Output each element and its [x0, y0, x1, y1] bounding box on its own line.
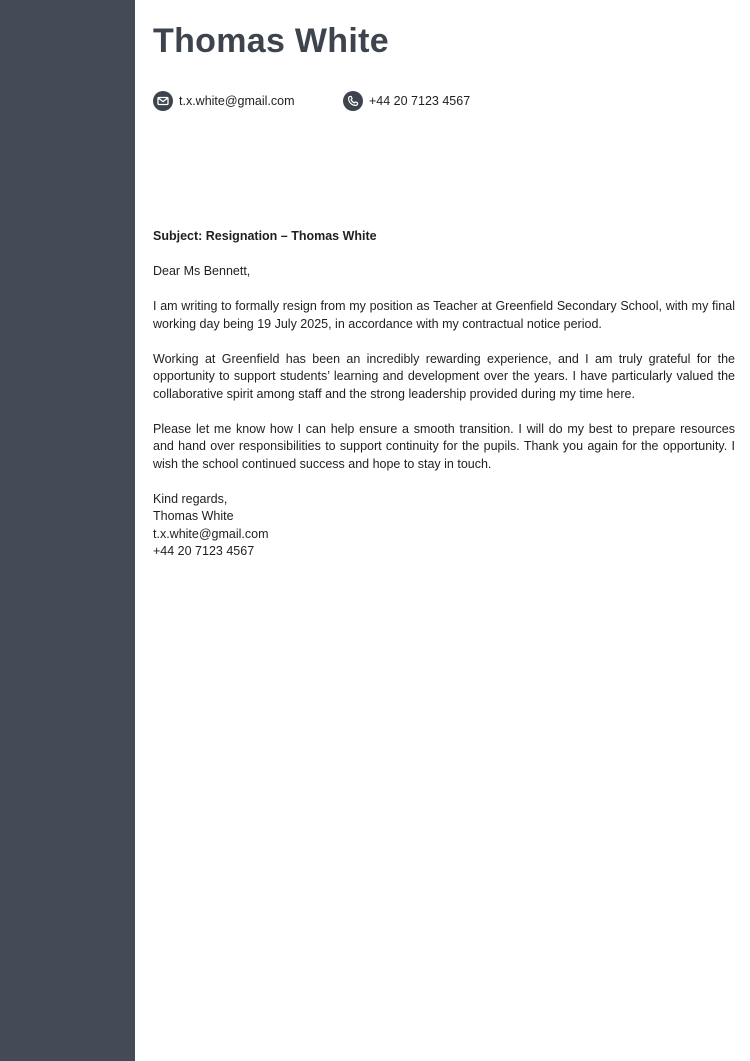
signature-phone: +44 20 7123 4567 [153, 544, 255, 558]
letter-closing: Kind regards, [153, 491, 228, 506]
letter-paragraph: Please let me know how I can help ensure a smooth transition. I will do my best to prepare resources and hand over responsibilities to support continuity for the pupils. Thank you again for the opportunity. I wish the school continued success and hope to stay in touch. [153, 421, 735, 471]
sidebar-panel [0, 0, 135, 1061]
signature-email: t.x.white@gmail.com [153, 526, 269, 541]
phone-text[interactable]: +44 20 7123 4567 [369, 93, 471, 108]
letter-signoff [153, 491, 735, 561]
applicant-name: Thomas White [153, 22, 389, 60]
letter-paragraph: Working at Greenfield has been an incredibly rewarding experience, and I am truly grateful for the opportunity to support students’ learning and development over the years. I have particularly valued the collaborative spirit among staff and the strong leadership provided during my time here. [153, 351, 735, 401]
signature-name: Thomas White [153, 509, 234, 523]
letter-subject: Subject: Resignation – Thomas White [153, 229, 377, 243]
letter-paragraph: I am writing to formally resign from my position as Teacher at Greenfield Secondary School, with my final working day being 19 July 2025, in accordance with my contractual notice period. [153, 299, 735, 331]
letter-salutation: Dear Ms Bennett, [153, 264, 251, 278]
phone-icon [343, 91, 363, 111]
email-text[interactable]: t.x.white@gmail.com [179, 93, 295, 108]
envelope-icon [153, 91, 173, 111]
contact-email[interactable] [153, 90, 295, 111]
letter-body [153, 228, 735, 561]
contact-phone[interactable] [343, 90, 470, 111]
